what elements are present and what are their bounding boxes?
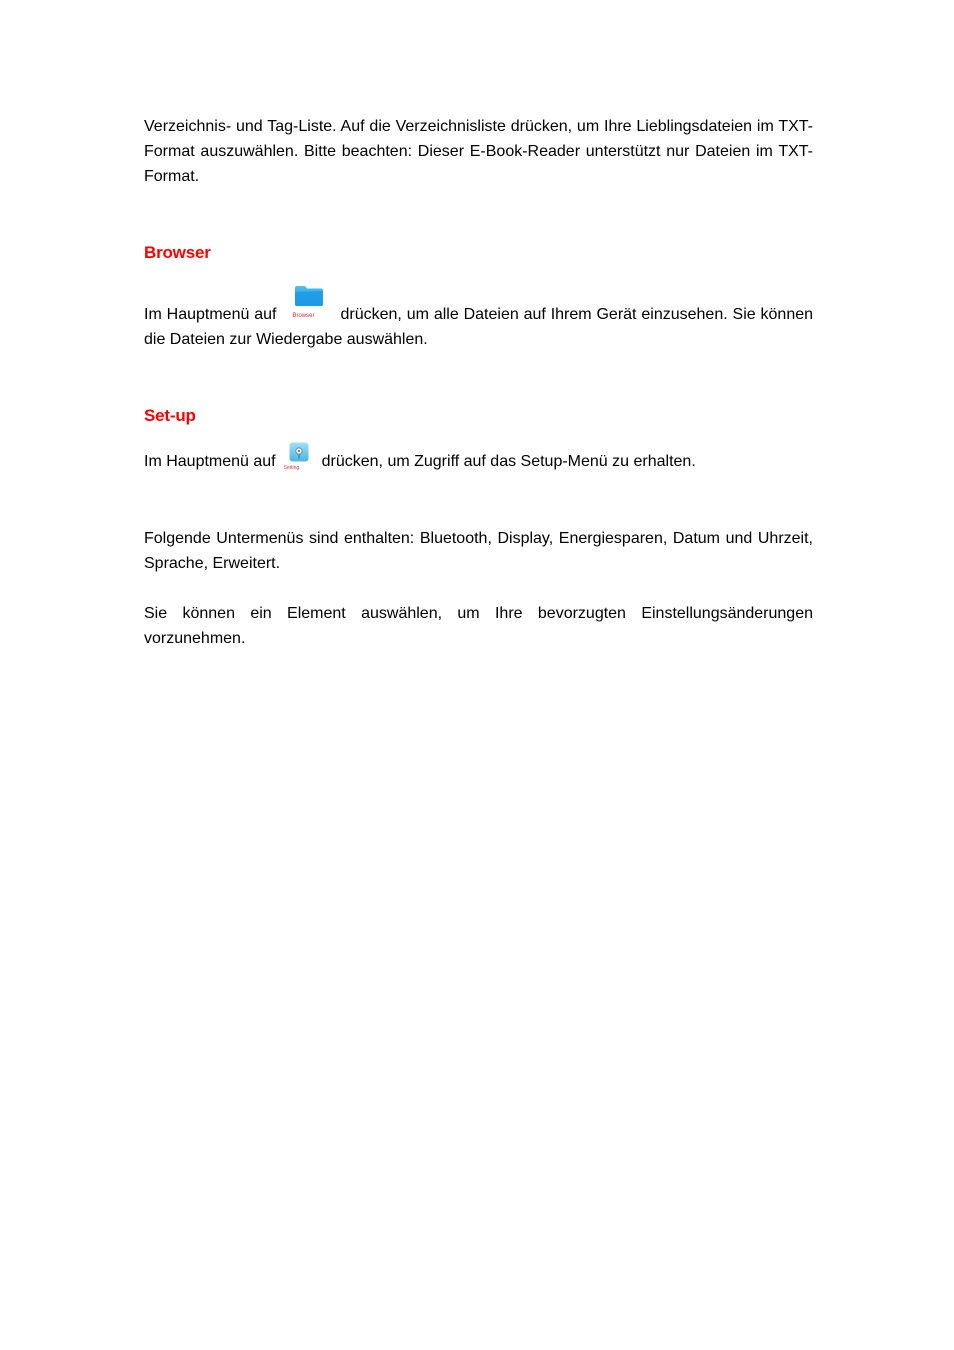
document-page: [144, 114, 813, 651]
setup-heading: Set-up: [144, 406, 196, 425]
folder-icon: [294, 285, 324, 307]
submenus-paragraph: Folgende Untermenüs sind enthalten: Bluetooth, Display, Energiesparen, Datum und Uhrzeit, Sprache, Erweitert.: [144, 530, 813, 572]
setup-text-before: Im Hauptmenü auf: [144, 453, 276, 470]
browser-text-after: drücken, um alle Dateien auf Ihrem Gerät einzusehen. Sie können die Dateien zur Wiedergabe auswählen.: [144, 306, 814, 348]
select-element-paragraph: Sie können ein Element auswählen, um Ihre bevorzugten Einstellungsänderungen vorzunehmen.: [144, 605, 813, 647]
setup-icon-caption: Setting: [283, 465, 300, 471]
settings-icon: [289, 442, 309, 462]
browser-heading: Browser: [144, 243, 211, 262]
setup-settings-icon: [283, 442, 310, 474]
intro-paragraph: Verzeichnis- und Tag-Liste. Auf die Verzeichnisliste drücken, um Ihre Lieblingsdateien im TXT-Format auszuwählen. Bitte beachten: Dieser E-Book-Reader unterstützt nur Dateien im TXT-Format.: [144, 118, 813, 185]
setup-text-after: drücken, um Zugriff auf das Setup-Menü zu erhalten.: [321, 453, 696, 470]
browser-icon-caption: Browser: [292, 313, 315, 319]
setup-paragraph: [144, 442, 813, 474]
browser-text-before: Im Hauptmenü auf: [144, 306, 277, 323]
browser-folder-icon: [292, 285, 326, 325]
browser-paragraph: [144, 285, 813, 352]
